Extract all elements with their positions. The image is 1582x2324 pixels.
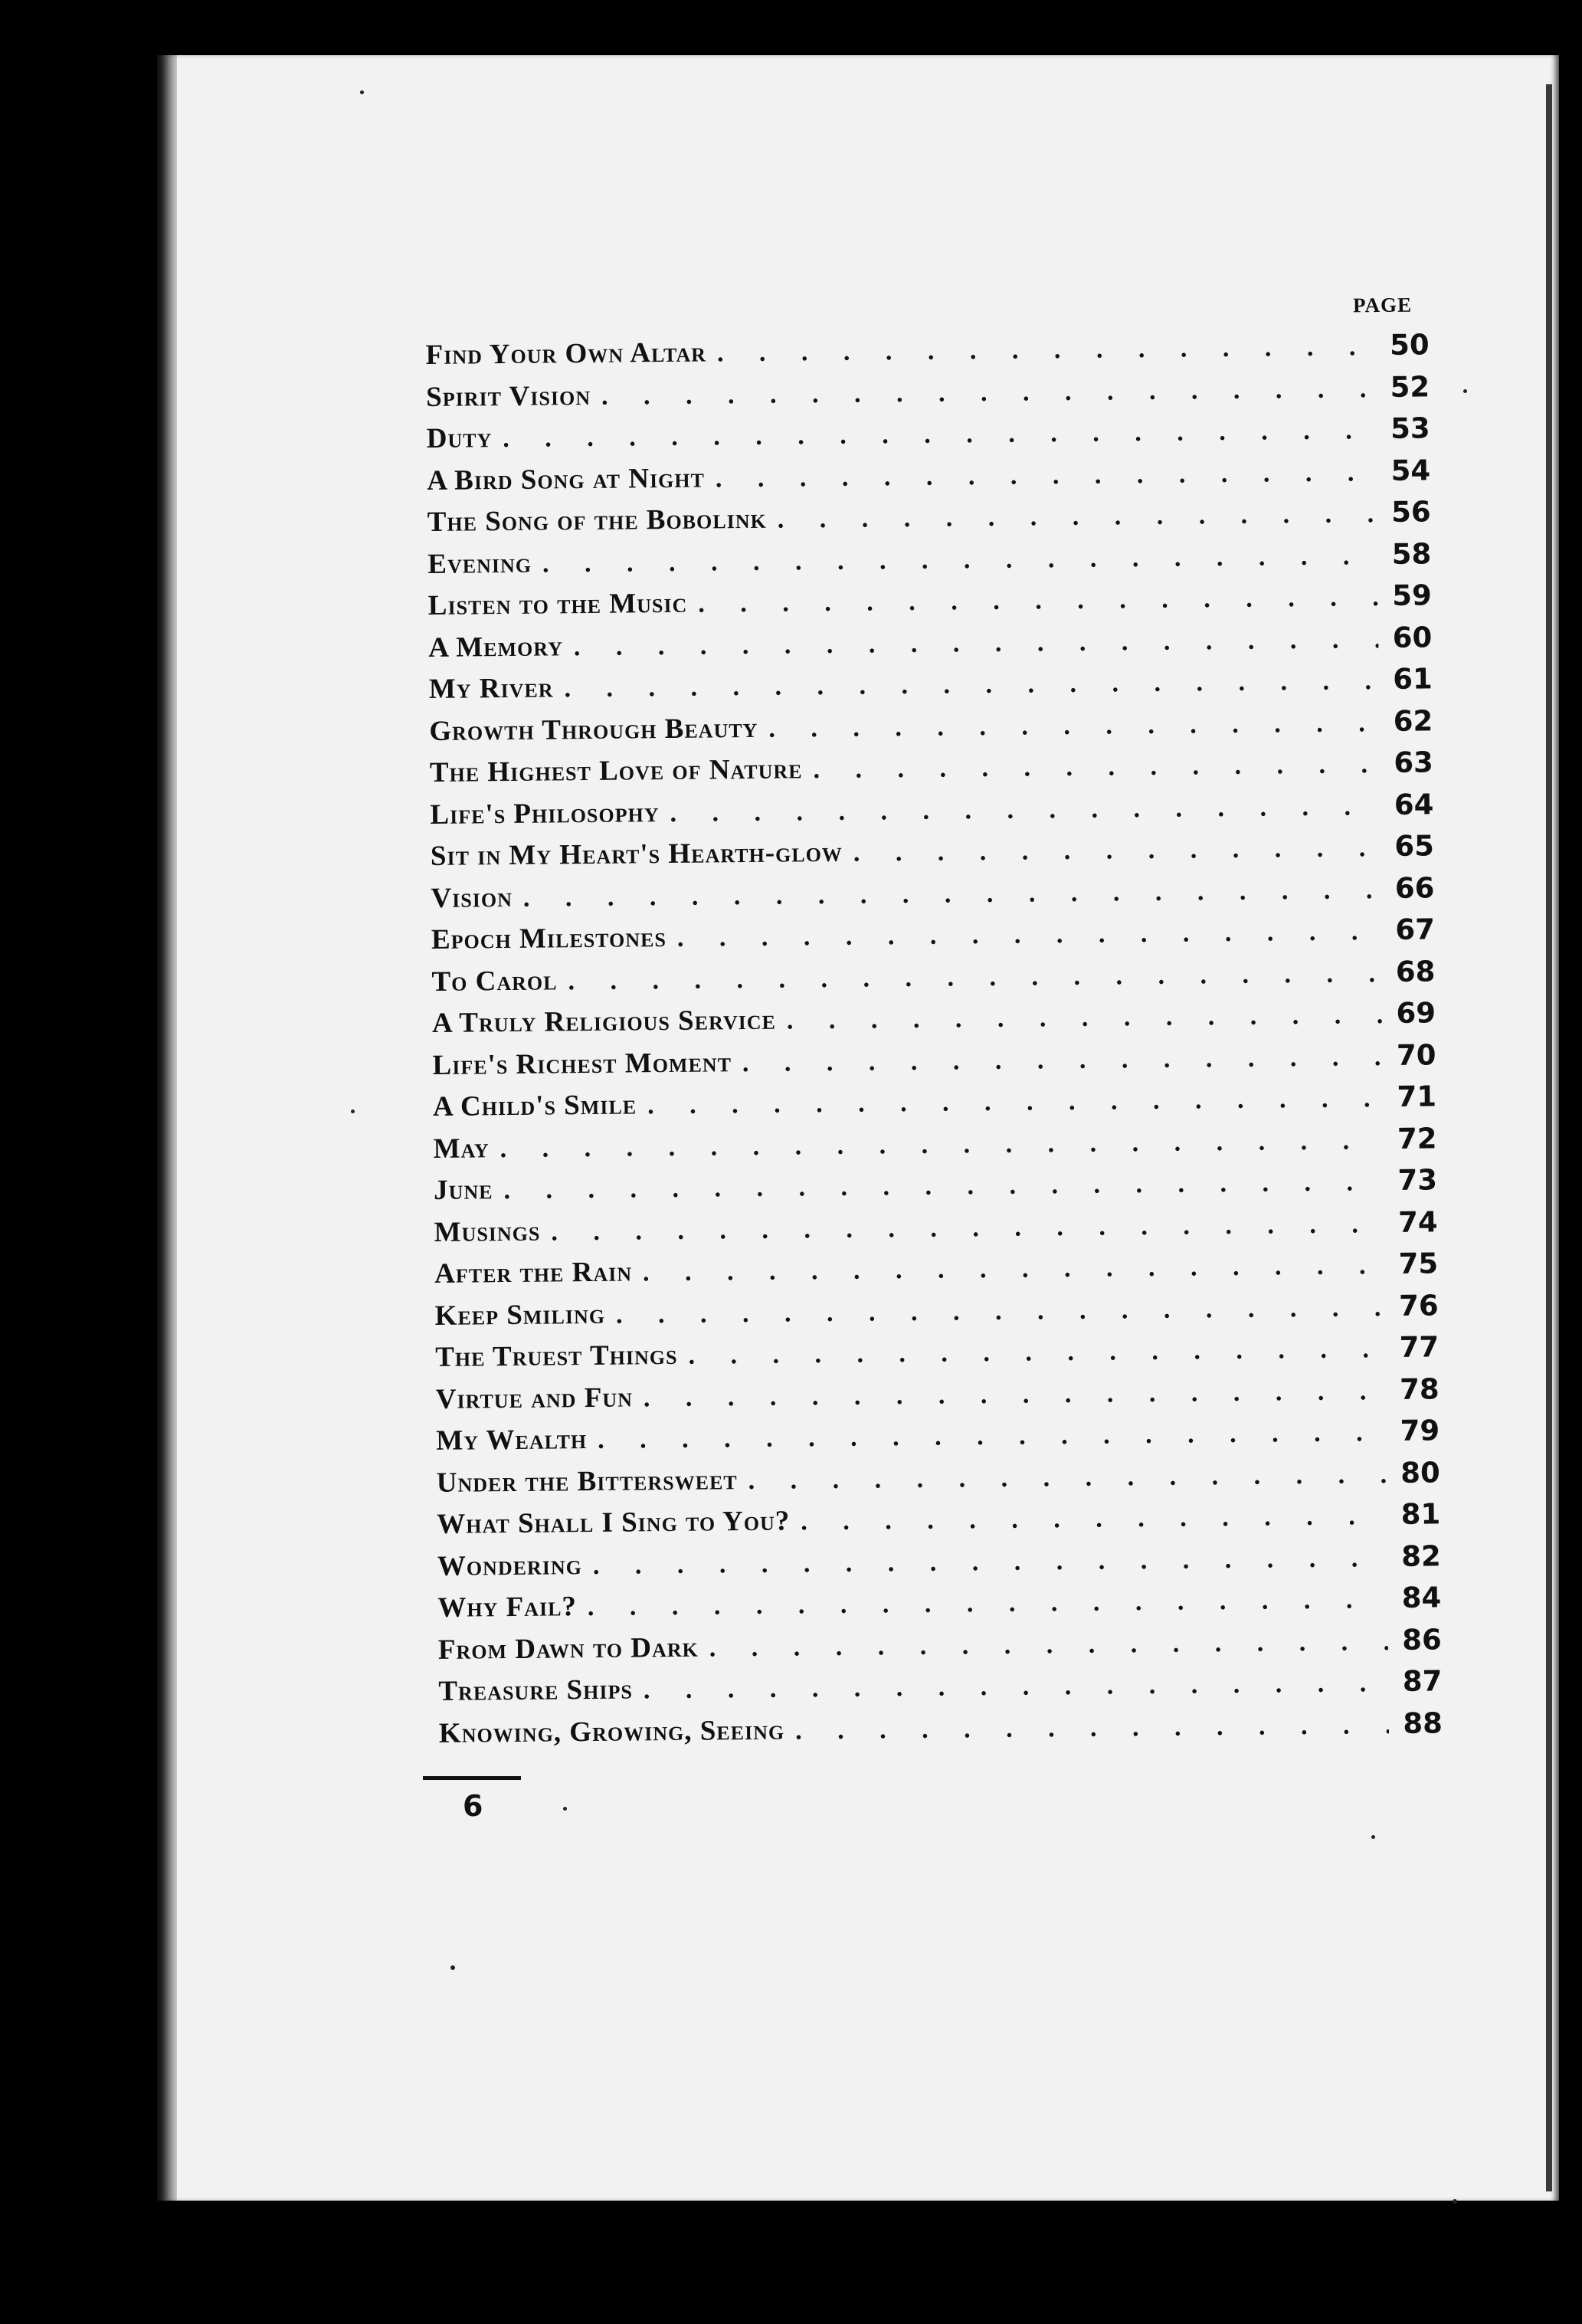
dot-leader bbox=[801, 1502, 1387, 1536]
toc-entry-page-number: 61 bbox=[1393, 662, 1433, 696]
page-edge bbox=[1546, 84, 1552, 2191]
toc-entry-page-number: 53 bbox=[1390, 411, 1430, 445]
dot-leader bbox=[542, 542, 1378, 579]
toc-entry-page-number: 75 bbox=[1398, 1247, 1439, 1280]
toc-entry-title: Knowing, Growing, Seeing bbox=[438, 1714, 785, 1749]
toc-entry-title: Life's Richest Moment bbox=[432, 1046, 732, 1081]
scan-speck bbox=[1453, 2199, 1457, 2204]
dot-leader bbox=[716, 458, 1377, 493]
toc-entry-page-number: 68 bbox=[1395, 954, 1436, 988]
toc-entry-title: Spirit Vision bbox=[425, 379, 591, 413]
dot-leader bbox=[500, 1126, 1384, 1164]
dot-leader bbox=[717, 333, 1376, 368]
toc-entry-page-number: 66 bbox=[1394, 870, 1435, 905]
toc-entry-title: June bbox=[433, 1174, 493, 1206]
toc-entry-title: What Shall I Sing to You? bbox=[437, 1505, 791, 1540]
toc-entry-title: To Carol bbox=[431, 964, 558, 998]
toc-entry-page-number: 58 bbox=[1391, 536, 1432, 571]
toc-entry-title: The Song of the Bobolink bbox=[427, 503, 767, 538]
toc-entry-title: Find Your Own Altar bbox=[425, 336, 707, 371]
dot-leader bbox=[523, 876, 1381, 913]
toc-entry-title: The Highest Love of Nature bbox=[429, 753, 803, 788]
toc-entry-page-number: 70 bbox=[1396, 1037, 1436, 1072]
toc-entry-page-number: 60 bbox=[1392, 620, 1433, 654]
page-column-heading: PAGE bbox=[1352, 293, 1413, 317]
dot-leader bbox=[748, 1460, 1386, 1496]
toc-entry-title: Life's Philosophy bbox=[430, 796, 660, 831]
scan-speck bbox=[563, 1807, 567, 1811]
toc-entry-page-number: 76 bbox=[1398, 1288, 1439, 1323]
toc-entry-page-number: 62 bbox=[1393, 703, 1433, 738]
dot-leader bbox=[593, 1544, 1387, 1581]
toc-entry-page-number: 80 bbox=[1400, 1455, 1440, 1490]
dot-leader bbox=[503, 1168, 1384, 1205]
toc-entry-page-number: 78 bbox=[1399, 1372, 1440, 1406]
toc-entry-title: Why Fail? bbox=[437, 1591, 578, 1624]
dot-leader bbox=[778, 500, 1377, 535]
dot-leader bbox=[588, 1585, 1388, 1622]
toc-entry-title: A Child's Smile bbox=[432, 1089, 637, 1123]
toc-entry-page-number: 84 bbox=[1401, 1581, 1442, 1614]
dot-leader bbox=[616, 1293, 1385, 1330]
toc-entry-title: Sit in My Heart's Hearth-glow bbox=[430, 836, 843, 872]
toc-entry-page-number: 71 bbox=[1397, 1080, 1437, 1113]
scan-speck bbox=[1371, 1835, 1375, 1839]
dot-leader bbox=[813, 750, 1380, 785]
toc-entry-page-number: 50 bbox=[1389, 328, 1430, 362]
dot-leader bbox=[574, 625, 1379, 662]
dot-leader bbox=[853, 834, 1381, 868]
toc-entry-page-number: 69 bbox=[1396, 996, 1436, 1030]
toc-entry-page-number: 72 bbox=[1397, 1121, 1437, 1155]
dot-leader bbox=[742, 1043, 1383, 1078]
dot-leader bbox=[647, 1084, 1383, 1120]
toc-entry-page-number: 87 bbox=[1402, 1664, 1443, 1698]
toc-entry-title: A Memory bbox=[428, 630, 564, 664]
toc-entry-page-number: 86 bbox=[1402, 1622, 1443, 1657]
dot-leader bbox=[551, 1210, 1384, 1247]
toc-entry-title: The Truest Things bbox=[435, 1339, 678, 1373]
toc-entry-page-number: 88 bbox=[1403, 1706, 1443, 1740]
scan-speck bbox=[351, 1110, 355, 1113]
toc-entry-page-number: 56 bbox=[1390, 495, 1431, 529]
toc-entry-title: Vision bbox=[431, 881, 513, 914]
toc-entry-page-number: 82 bbox=[1401, 1539, 1441, 1573]
toc-entry-page-number: 67 bbox=[1395, 913, 1436, 946]
page-number: 6 bbox=[463, 1789, 483, 1823]
toc-entry-title: Listen to the Music bbox=[427, 587, 688, 621]
dot-leader bbox=[709, 1627, 1388, 1664]
dot-leader bbox=[698, 583, 1378, 619]
toc-entry-title: May bbox=[433, 1132, 490, 1165]
dot-leader bbox=[688, 1335, 1385, 1371]
spine-shadow bbox=[157, 55, 177, 2201]
toc-entry-title: After the Rain bbox=[434, 1256, 633, 1290]
dot-leader bbox=[670, 792, 1380, 828]
dot-leader bbox=[598, 1418, 1386, 1455]
dot-leader bbox=[644, 1669, 1389, 1705]
toc-entry-title: A Truly Religious Service bbox=[431, 1004, 777, 1039]
toc-entry-title: Duty bbox=[426, 422, 493, 454]
toc-entry-page-number: 65 bbox=[1394, 829, 1435, 863]
dot-leader bbox=[787, 1001, 1382, 1035]
toc-entry-page-number: 64 bbox=[1394, 787, 1434, 821]
dot-leader bbox=[644, 1377, 1386, 1413]
toc-entry-title: From Dawn to Dark bbox=[437, 1631, 699, 1666]
dot-leader bbox=[568, 959, 1381, 996]
scan-speck bbox=[360, 90, 364, 94]
toc-entry-title: Keep Smiling bbox=[434, 1298, 606, 1332]
toc-entry-page-number: 74 bbox=[1397, 1205, 1438, 1239]
toc-entry-title: Wondering bbox=[437, 1549, 583, 1582]
dot-leader bbox=[795, 1711, 1389, 1745]
toc-entry-page-number: 59 bbox=[1392, 579, 1432, 612]
page-footer bbox=[423, 1776, 521, 1823]
toc-entry-title: Musings bbox=[434, 1215, 541, 1248]
toc-entry-title: Epoch Milestones bbox=[431, 922, 667, 955]
dot-leader bbox=[768, 709, 1379, 744]
dot-leader bbox=[643, 1251, 1384, 1287]
toc-entry-title: My Wealth bbox=[436, 1424, 588, 1457]
toc-entry-page-number: 52 bbox=[1390, 369, 1430, 404]
toc-entry-page-number: 63 bbox=[1394, 746, 1434, 779]
toc-entry-title: My River bbox=[428, 672, 554, 705]
toc-entry-title: Growth Through Beauty bbox=[429, 712, 758, 747]
toc-entry-title: Under the Bittersweet bbox=[436, 1464, 738, 1499]
toc-entry-title: A Bird Song at Night bbox=[427, 462, 706, 497]
toc-entry-title: Treasure Ships bbox=[438, 1673, 634, 1707]
toc-entry-page-number: 79 bbox=[1400, 1414, 1440, 1447]
scan-speck bbox=[1463, 389, 1467, 393]
scan-speck bbox=[450, 1965, 455, 1970]
toc-entry-page-number: 81 bbox=[1400, 1497, 1441, 1531]
toc-entry-title: Virtue and Fun bbox=[435, 1381, 634, 1415]
dot-leader bbox=[677, 917, 1381, 953]
toc-entry-page-number: 77 bbox=[1399, 1330, 1440, 1364]
dot-leader bbox=[503, 416, 1377, 454]
toc-entry-title: Evening bbox=[427, 547, 532, 580]
toc-entry-page-number: 73 bbox=[1397, 1163, 1438, 1197]
dot-leader bbox=[601, 375, 1377, 411]
toc-entry-page-number: 54 bbox=[1390, 453, 1431, 487]
dot-leader bbox=[564, 667, 1379, 703]
toc-entry-list bbox=[425, 328, 1443, 1757]
